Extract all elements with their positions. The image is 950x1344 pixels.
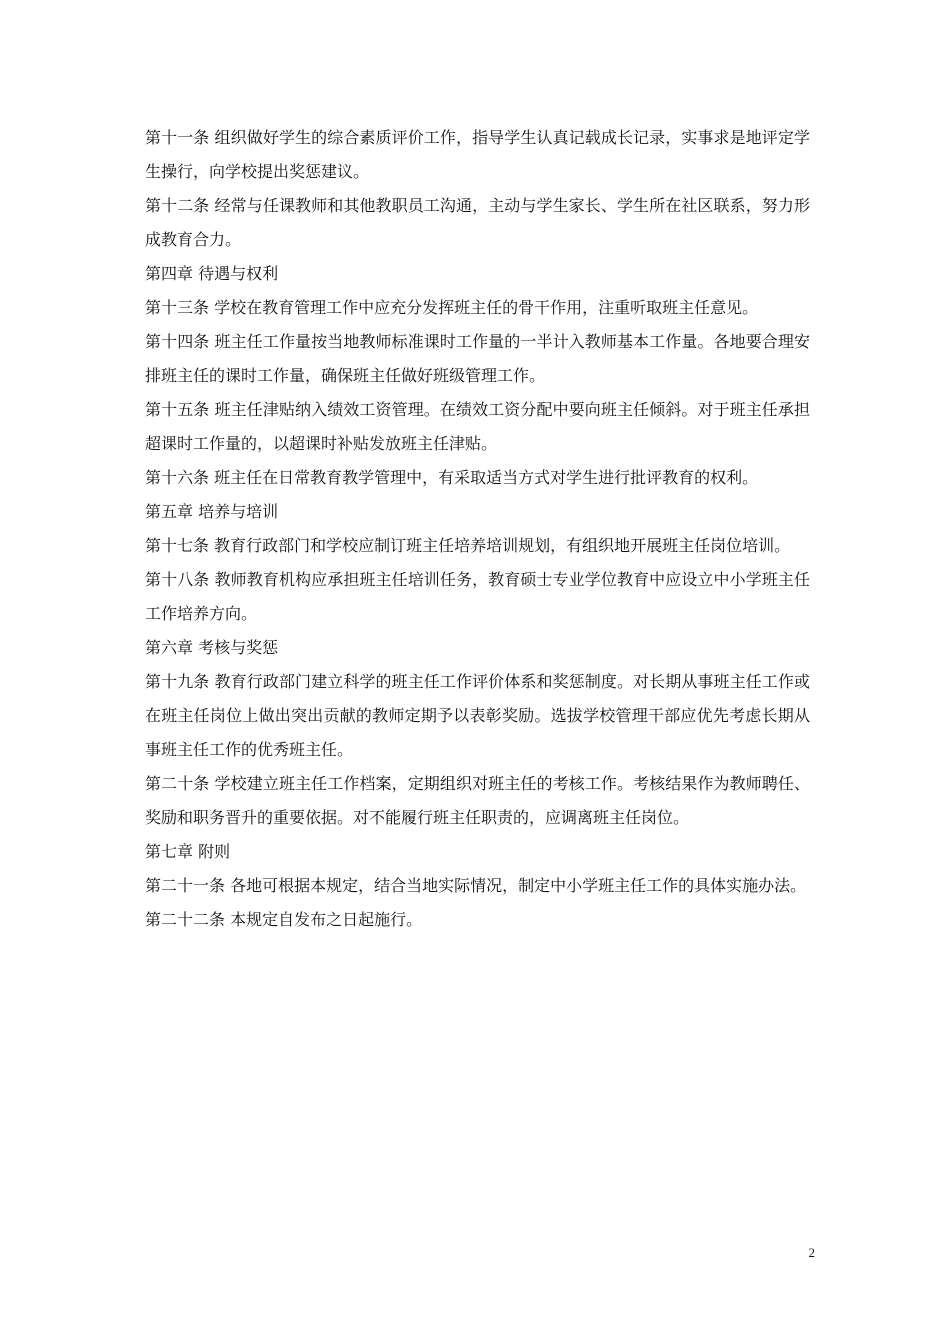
- article-22: 第二十二条 本规定自发布之日起施行。: [145, 910, 423, 929]
- chapter-4-heading: 第四章 待遇与权利: [145, 264, 279, 283]
- page-number: 2: [808, 1245, 815, 1260]
- article-20: 第二十条 学校建立班主任工作档案，定期组织对班主任的考核工作。考核结果作为教师聘任、奖励和职务晋升的重要依据。对不能履行班主任职责的，应调离班主任岗位。: [145, 774, 810, 827]
- chapter-7-heading: 第七章 附则: [145, 842, 231, 861]
- document-body: [145, 121, 810, 937]
- article-13: 第十三条 学校在教育管理工作中应充分发挥班主任的骨干作用，注重听取班主任意见。: [145, 298, 759, 317]
- article-21: 第二十一条 各地可根据本规定，结合当地实际情况，制定中小学班主任工作的具体实施办法。: [145, 876, 807, 895]
- article-18: 第十八条 教师教育机构应承担班主任培训任务，教育硕士专业学位教育中应设立中小学班主任工作培养方向。: [145, 570, 810, 623]
- chapter-6-heading: 第六章 考核与奖惩: [145, 638, 279, 657]
- article-12: 第十二条 经常与任课教师和其他教职员工沟通，主动与学生家长、学生所在社区联系，努力形成教育合力。: [145, 196, 810, 249]
- article-14: 第十四条 班主任工作量按当地教师标准课时工作量的一半计入教师基本工作量。各地要合理安排班主任的课时工作量，确保班主任做好班级管理工作。: [145, 332, 810, 385]
- article-17: 第十七条 教育行政部门和学校应制订班主任培养培训规划，有组织地开展班主任岗位培训。: [145, 536, 791, 555]
- article-16: 第十六条 班主任在日常教育教学管理中，有采取适当方式对学生进行批评教育的权利。: [145, 468, 759, 487]
- article-11: 第十一条 组织做好学生的综合素质评价工作，指导学生认真记载成长记录，实事求是地评定学生操行，向学校提出奖惩建议。: [145, 128, 810, 181]
- article-15: 第十五条 班主任津贴纳入绩效工资管理。在绩效工资分配中要向班主任倾斜。对于班主任承担超课时工作量的，以超课时补贴发放班主任津贴。: [145, 400, 810, 453]
- chapter-5-heading: 第五章 培养与培训: [145, 502, 279, 521]
- article-19: 第十九条 教育行政部门建立科学的班主任工作评价体系和奖惩制度。对长期从事班主任工作或在班主任岗位上做出突出贡献的教师定期予以表彰奖励。选拔学校管理干部应优先考虑长期从事班主任工作的优秀班主任。: [145, 672, 810, 759]
